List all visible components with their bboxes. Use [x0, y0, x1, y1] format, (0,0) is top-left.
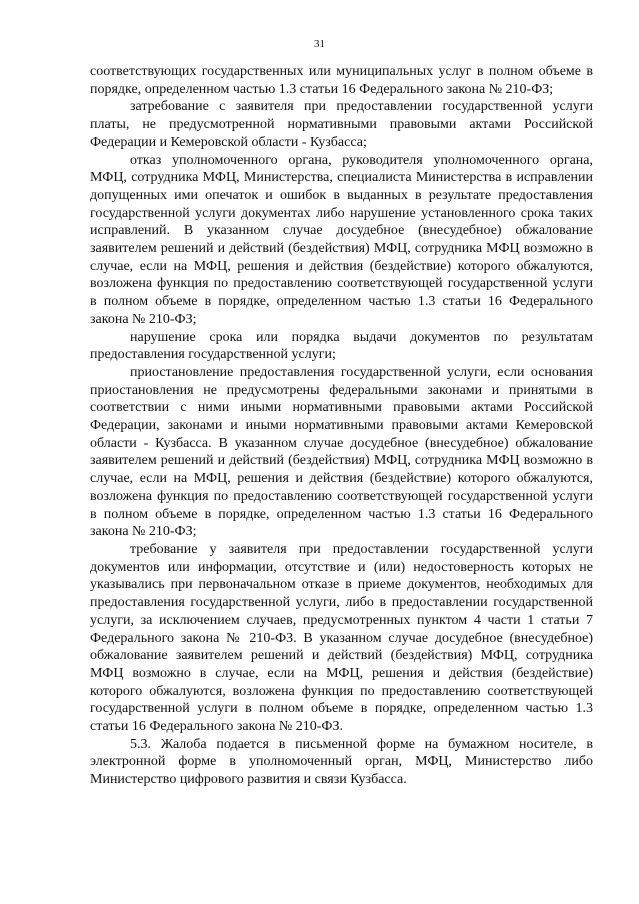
paragraph: приостановление предоставления государственной услуги, если основания приостановления не предусмотрены федеральными законами и принятыми в соответствии с ними иными нормативными правовыми актами Российской Федерации, законами и иными нормативными правовыми актами Кемеровской области - Кузбасса. В указанном случае досудебное (внесудебное) обжалование заявителем решений и действий (бездействия) МФЦ, сотрудника МФЦ возможно в случае, если на МФЦ, решения и действия (бездействие) которого обжалуются, возложена функция по предоставлению соответствующей государственной услуги в полном объеме в порядке, определенном частью 1.3 статьи 16 Федерального закона № 210-ФЗ; — [90, 364, 593, 540]
paragraph: соответствующих государственных или муниципальных услуг в полном объеме в порядке, определенном частью 1.3 статьи 16 Федерального закона № 210-ФЗ; — [90, 64, 593, 97]
body-text — [90, 63, 593, 789]
paragraph: затребование с заявителя при предоставлении государственной услуги платы, не предусмотренной нормативными правовыми актами Российской Федерации и Кемеровской области - Кузбасса; — [90, 99, 593, 150]
paragraph: 5.3. Жалоба подается в письменной форме на бумажном носителе, в электронной форме в уполномоченный орган, МФЦ, Министерство либо Министерство цифрового развития и связи Кузбасса. — [90, 736, 593, 788]
paragraph: отказ уполномоченного органа, руководителя уполномоченного органа, МФЦ, сотрудника МФЦ, Министерства, специалиста Министерства в исправлении допущенных ими опечаток и ошибок в выданных в результате предоставления государственной услуги документах либо нарушение установленного срока таких исправлений. В указанном случае досудебное (внесудебное) обжалование заявителем решений и действий (бездействия) МФЦ, сотрудника МФЦ возможно в случае, если на МФЦ, решения и действия (бездействие) которого обжалуются, возложена функция по предоставлению соответствующей государственной услуги в полном объеме в порядке, определенном частью 1.3 статьи 16 Федерального закона № 210-ФЗ; — [90, 152, 593, 327]
paragraph: требование у заявителя при предоставлении государственной услуги документов или информации, отсутствие и (или) недостоверность которых не указывались при первоначальном отказе в приеме документов, необходимых для предоставления государственной услуги, либо в предоставлении государственной услуги, за исключением случаев, предусмотренных пунктом 4 части 1 статьи 7 Федерального закона № 210-ФЗ. В указанном случае досудебное (внесудебное) обжалование заявителем решений и действий (бездействия) МФЦ, сотрудника МФЦ возможно в случае, если на МФЦ, решения и действия (бездействие) которого обжалуются, возложена функция по предоставлению соответствующей государственной услуги в полном объеме в порядке, определенном частью 1.3 статьи 16 Федерального закона № 210-ФЗ. — [90, 541, 593, 735]
paragraph: нарушение срока или порядка выдачи документов по результатам предоставления государственной услуги; — [90, 329, 593, 363]
page-number: 31 — [314, 38, 325, 50]
